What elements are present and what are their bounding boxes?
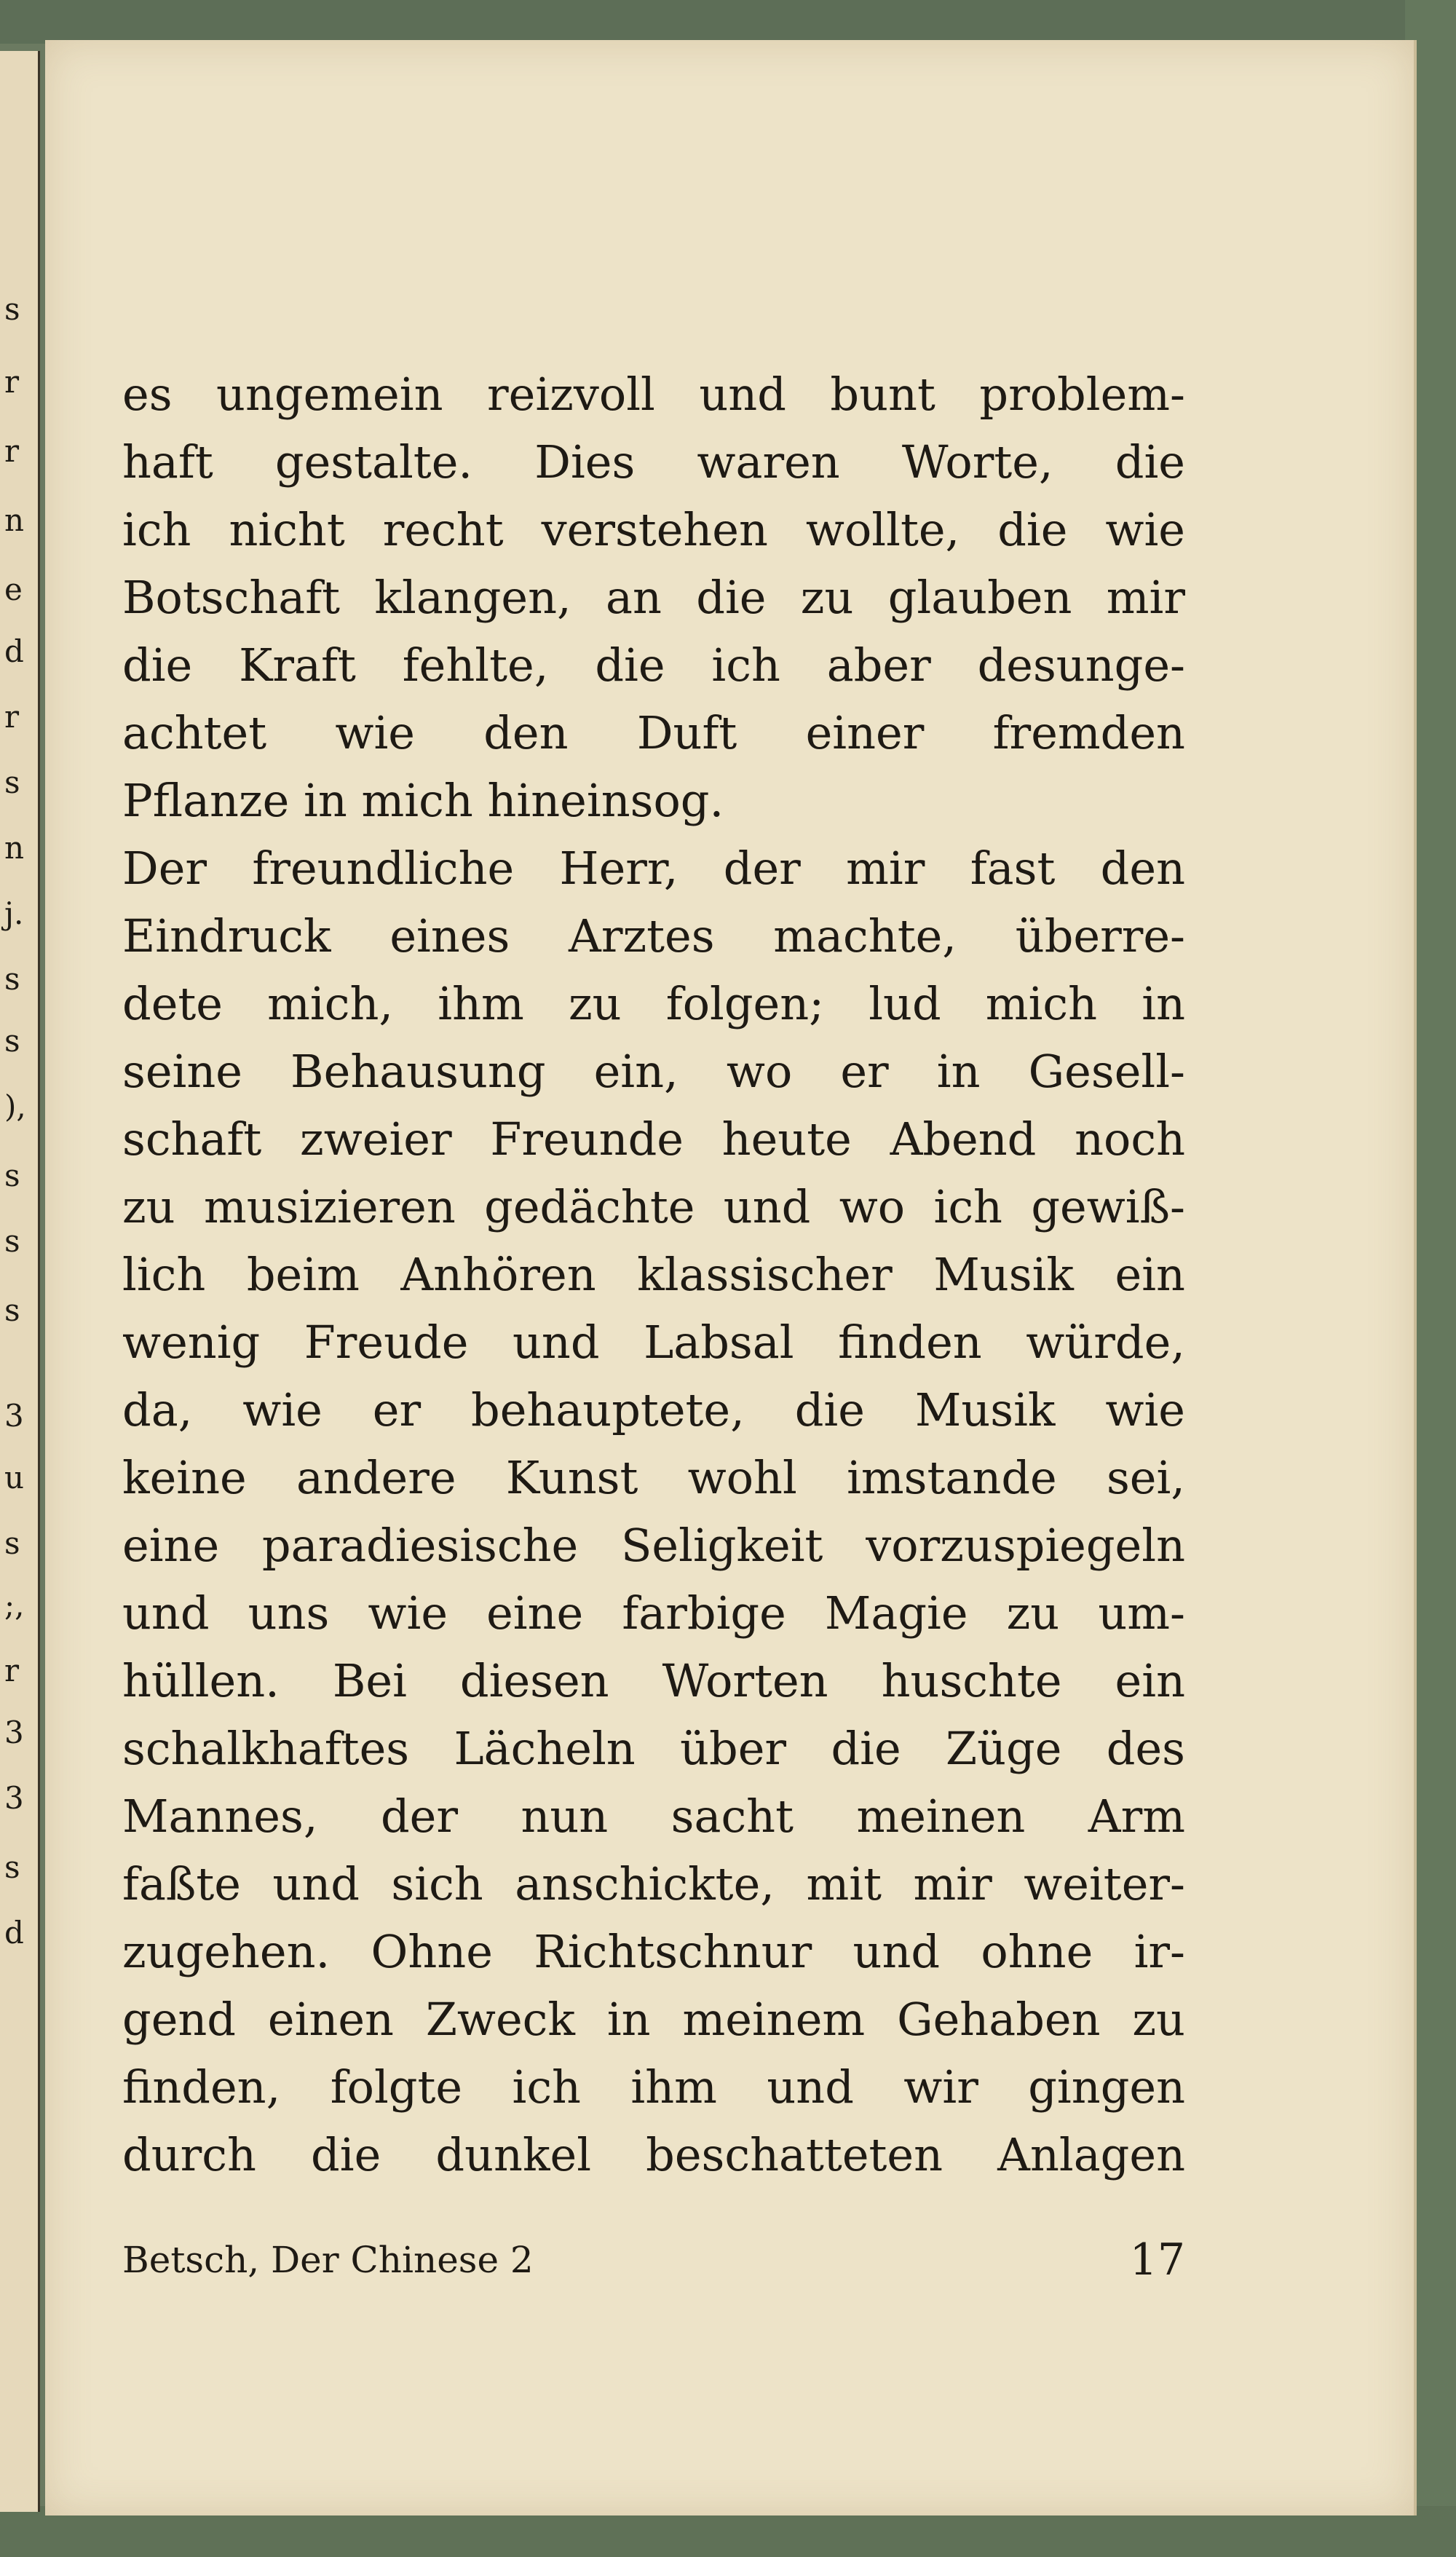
text-line: zu musizieren gedächte und wo ich gewiß- (122, 1180, 1185, 1233)
text-line: eine paradiesische Seligkeit vorzuspiegeln (122, 1519, 1185, 1572)
text-line: gend einen Zweck in meinem Gehaben zu (122, 1993, 1185, 2046)
facing-page-char: s (4, 1292, 20, 1328)
book-cover-top (0, 0, 1456, 44)
facing-page-char: s (4, 764, 20, 800)
text-line: schaft zweier Freunde heute Abend noch (122, 1112, 1185, 1166)
text-line: Eindruck eines Arztes machte, überre- (122, 909, 1185, 963)
text-line: dete mich, ihm zu folgen; lud mich in (122, 977, 1185, 1030)
text-line: hüllen. Bei diesen Worten huschte ein (122, 1654, 1185, 1707)
facing-page-char: n (4, 502, 25, 538)
facing-page-char: s (4, 1023, 20, 1059)
text-line: ich nicht recht verstehen wollte, die wie (122, 503, 1185, 556)
text-line: zugehen. Ohne Richtschnur und ohne ir- (122, 1925, 1185, 1978)
facing-page-char: s (4, 1158, 20, 1193)
text-line: es ungemein reizvoll und bunt problem- (122, 368, 1185, 421)
facing-page-char: s (4, 1223, 20, 1259)
text-line: keine andere Kunst wohl imstande sei, (122, 1451, 1185, 1504)
text-line: Pflanze in mich hineinsog. (122, 774, 724, 827)
text-line: da, wie er behauptete, die Musik wie (122, 1383, 1185, 1436)
text-line: achtet wie den Duft einer fremden (122, 706, 1185, 759)
text-line: haft gestalte. Dies waren Worte, die (122, 435, 1185, 489)
text-line: faßte und sich anschickte, mit mir weiter- (122, 1857, 1185, 1910)
facing-page-char: ;, (4, 1587, 25, 1623)
facing-page-char: 3 (4, 1715, 24, 1750)
facing-page-char: d (4, 1915, 24, 1951)
facing-page-char: d (4, 633, 24, 669)
facing-page-edge (0, 51, 40, 2512)
printer-signature: Betsch, Der Chinese 2 (122, 2239, 534, 2281)
page-number: 17 (1129, 2234, 1185, 2285)
facing-page-char: s (4, 291, 20, 327)
facing-page-char: s (4, 961, 20, 997)
facing-page-char: r (4, 433, 20, 469)
text-line: Der freundliche Herr, der mir fast den (122, 842, 1185, 895)
facing-page-char: r (4, 699, 20, 735)
text-line: durch die dunkel beschatteten Anlagen (122, 2128, 1185, 2181)
text-line: wenig Freude und Labsal finden würde, (122, 1316, 1185, 1369)
text-line: und uns wie eine farbige Magie zu um- (122, 1586, 1185, 1640)
facing-page-char: r (4, 364, 20, 400)
body-text (122, 360, 1185, 2189)
facing-page-char: s (4, 1525, 20, 1561)
page-footer (122, 2232, 1185, 2297)
text-line: Mannes, der nun sacht meinen Arm (122, 1790, 1185, 1843)
book-page (45, 40, 1417, 2515)
text-line: seine Behausung ein, wo er in Gesell- (122, 1045, 1185, 1098)
facing-page-char: ), (4, 1088, 26, 1124)
facing-page-char: 3 (4, 1398, 24, 1434)
facing-page-char: n (4, 830, 25, 866)
facing-page-char: r (4, 1653, 20, 1688)
facing-page-char: 3 (4, 1780, 24, 1816)
text-line: Botschaft klangen, an die zu glauben mir (122, 571, 1185, 624)
text-line: die Kraft fehlte, die ich aber desunge- (122, 639, 1185, 692)
facing-page-char: u (4, 1460, 25, 1495)
text-line: finden, folgte ich ihm und wir gingen (122, 2060, 1185, 2114)
text-line: schalkhaftes Lächeln über die Züge des (122, 1722, 1185, 1775)
facing-page-char: j. (4, 896, 24, 931)
facing-page-char: s (4, 1849, 20, 1885)
facing-page-char: e (4, 572, 23, 607)
text-line: lich beim Anhören klassischer Musik ein (122, 1248, 1185, 1301)
